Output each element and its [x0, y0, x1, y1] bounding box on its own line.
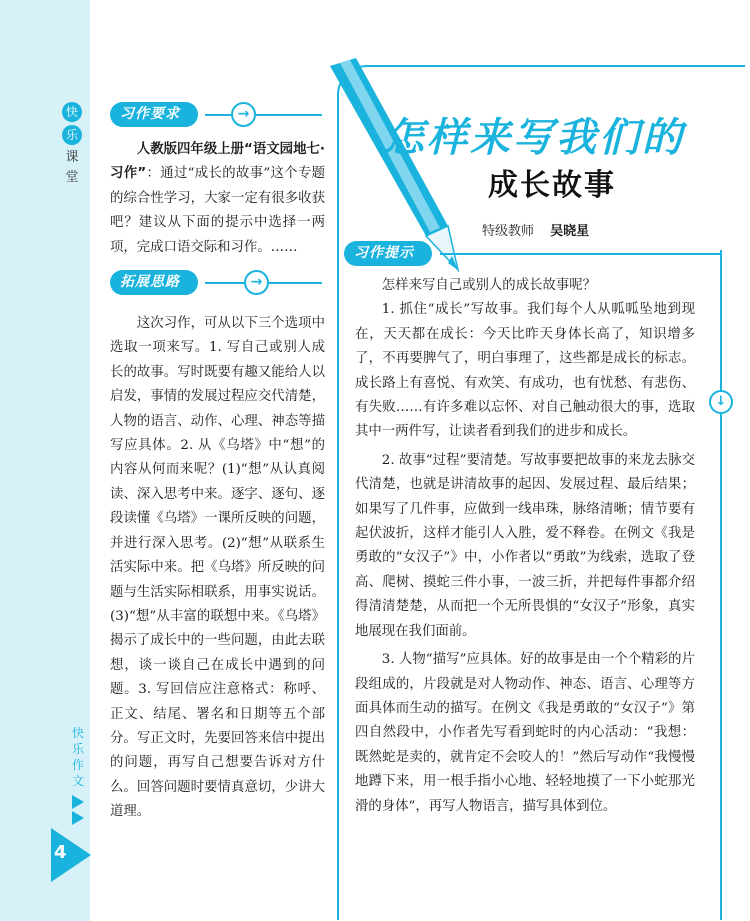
tips-intro: 怎样来写自己或别人的成长故事呢？ — [381, 278, 597, 293]
side-tag-plain: 课 — [65, 150, 79, 165]
author-line — [482, 220, 589, 239]
page-number: 4 — [54, 842, 67, 863]
arrow-right-circle-icon: → — [231, 102, 256, 127]
author-role: 特级教师 — [482, 224, 535, 239]
side-vertical-char: 乐 — [72, 742, 85, 756]
header-line — [256, 114, 322, 116]
section-header-requirements — [110, 100, 325, 130]
tips-paragraph-2: 2. 故事“过程”要清楚。写故事要把故事的来龙去脉交代清楚，也就是讲清故事的起因、发展过程、最后结果；如果写了几件事，应做到一线串珠，脉络清晰；情节要有起伏波折，这样才能引人入胜，爱不释卷。在例文《我是勇敢的“女汉子”》中，小作者以“勇敢”为线索，选取了登高、爬树、摸蛇三件小事，一波三折，并把每件事都介绍得清清楚楚，从而把一个无所畏惧的“女汉子”形象，真实地展现在我们面前。 — [355, 452, 695, 639]
ideas-text: 这次习作，可从以下三个选项中选取一项来写。1. 写自己或别人成长的故事。写时既要有趣又能给人以启发，事情的发展过程应交代清楚，人物的语言、动作、心理、神态等描写应具体。2. 从《乌塔》中“想”的内容从何而来呢？(1)“想”从认真阅读、深入思考中来。逐字、逐句、逐段读懂《乌塔》一课所反映的问题，并进行深入思考。(2)“想”从联系生活实际中来。把《乌塔》所反映的问题与生活实际相联系，用事实说话。(3)“想”从丰富的联想中来。《乌塔》揭示了成长中的一些问题，由此去联想，谈一谈自己在成长中遇到的问题。3. 写回信应注意格式：称呼、正文、结尾、署名和日期等五个部分。写正文时，先要回答来信中提出的问题，再写自己想要告诉对方什么。回答问题时要情真意切，少讲大道理。 — [110, 316, 325, 820]
arrow-down-circle-icon: ↓ — [709, 390, 733, 414]
header-line — [205, 114, 233, 116]
tips-paragraph-3: 3. 人物“描写”应具体。好的故事是由一个个精彩的片段组成的，片段就是对人物动作、神态、语言、心理等方面具体而生动的描写。在例文《我是勇敢的“女汉子”》第四自然段中，小作者先写看到蛇时的内心活动：“我想：既然蛇是卖的，就肯定不会咬人的！”然后写动作“我慢慢地蹲下来，用一根手指小心地、轻轻地摸了一下小蛇那光滑的身体”，再写人物语言，描写具体到位。 — [355, 652, 695, 814]
triangle-icon — [72, 795, 84, 809]
page-title: 怎样来写我们的 — [384, 115, 685, 161]
header-line — [440, 253, 720, 255]
header-line — [269, 282, 322, 284]
side-vertical-label — [72, 725, 84, 789]
tips-paragraph-1: 1. 抓住“成长”写故事。我们每个人从呱呱坠地到现在，天天都在成长：今天比昨天身体长高了，知识增多了，不再要脾气了，明白事理了，这些都是成长的标志。成长路上有喜悦、有欢笑、有成功，也有忧愁、有悲伤、有失败……有许多难以忘怀、对自己触动很大的事，选取其中一两件写，让读者看到我们的进步和成长。 — [355, 302, 695, 440]
side-tag-plain: 堂 — [65, 170, 79, 185]
section-label: 习作提示 — [344, 241, 432, 266]
section-header-tips — [340, 241, 720, 271]
header-line — [205, 282, 245, 284]
requirements-source: 人教版四年级上册“语文园地七·习作” — [110, 142, 325, 182]
left-column — [110, 100, 325, 825]
side-vertical-char: 快 — [72, 726, 85, 740]
section-label: 习作要求 — [110, 102, 198, 127]
side-tag-char: 乐 — [62, 125, 82, 145]
side-tag-kuaile-ketang — [61, 102, 83, 188]
tips-text — [355, 274, 695, 819]
requirements-body: ：通过“成长的故事”这个专题的综合性学习，大家一定有很多收获吧？建议从下面的提示中选择一两项，完成口语交际和习作。…… — [110, 166, 325, 255]
triangle-decoration — [72, 795, 84, 827]
side-tag-char: 快 — [62, 102, 82, 122]
frame-right-line — [720, 250, 722, 920]
author-name: 吴晓星 — [550, 224, 590, 239]
side-vertical-char: 文 — [72, 774, 85, 788]
page-subtitle: 成长故事 — [488, 168, 616, 203]
side-vertical-char: 作 — [72, 758, 85, 772]
section-label: 拓展思路 — [110, 270, 198, 295]
section-header-ideas — [110, 268, 325, 298]
requirements-text — [110, 138, 325, 260]
triangle-icon — [72, 811, 84, 825]
arrow-right-circle-icon: → — [244, 270, 269, 295]
